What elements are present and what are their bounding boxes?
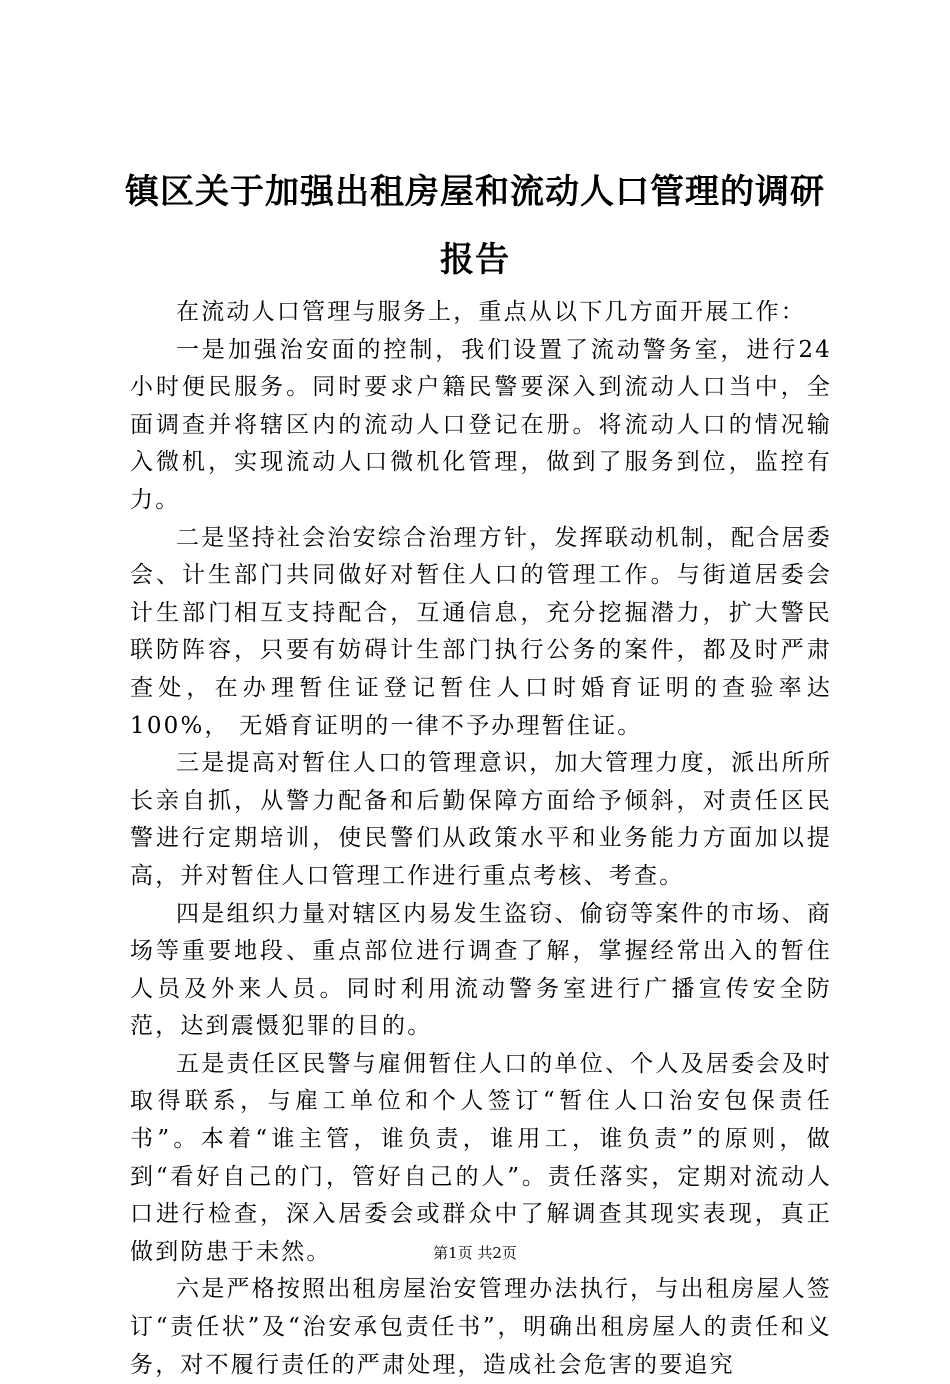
paragraph-item-1: 一是加强治安面的控制，我们设置了流动警务室，进行24小时便民服务。同时要求户籍民警要深入到流动人口当中，全面调查并将辖区内的流动人口登记在册。将流动人口的情况输入微机，实现流动人口微机化管理，做到了服务到位，监控有力。 (130, 336, 832, 513)
paragraph-intro: 在流动人口管理与服务上，重点从以下几方面开展工作： (176, 299, 806, 325)
paragraph-item-2: 二是坚持社会治安综合治理方针，发挥联动机制，配合居委会、计生部门共同做好对暂住人口的管理工作。与街道居委会计生部门相互支持配合，互通信息，充分挖掘潜力，扩大警民联防阵容，只要有妨碍计生部门执行公务的案件，都及时严肃查处，在办理暂住证登记暂住人口时婚育证明的查验率达100%， 无婚育证明的一律不予办理暂住证。 (130, 524, 832, 739)
document-title: 镇区关于加强出租房屋和流动人口管理的调研报告 (125, 172, 825, 280)
paragraph-item-4: 四是组织力量对辖区内易发生盗窃、偷窃等案件的市场、商场等重要地段、重点部位进行调查了解，掌握经常出入的暂住人员及外来人员。同时利用流动警务室进行广播宣传安全防范，达到震慑犯罪的目的。 (130, 900, 832, 1040)
page-number-footer: 第1页 共2页 (433, 1244, 517, 1262)
document-body (130, 294, 832, 1384)
paragraph-item-3: 三是提高对暂住人口的管理意识，加大管理力度，派出所所长亲自抓，从警力配备和后勤保障方面给予倾斜，对责任区民警进行定期培训，使民警们从政策水平和业务能力方面加以提高，并对暂住人口管理工作进行重点考核、考查。 (130, 750, 832, 889)
paragraph-item-6: 六是严格按照出租房屋治安管理办法执行，与出租房屋人签订“责任状”及“治安承包责任书”，明确出租房屋人的责任和义务，对不履行责任的严肃处理，造成社会危害的要追究 (130, 1276, 832, 1378)
paragraph-item-5: 五是责任区民警与雇佣暂住人口的单位、个人及居委会及时取得联系，与雇工单位和个人签订“暂住人口治安包保责任书”。本着“谁主管，谁负责，谁用工，谁负责”的原则，做到“看好自己的门，管好自己的人”。责任落实，定期对流动人口进行检查，深入居委会或群众中了解调查其现实表现，真正做到防患于未然。 (130, 1050, 832, 1265)
